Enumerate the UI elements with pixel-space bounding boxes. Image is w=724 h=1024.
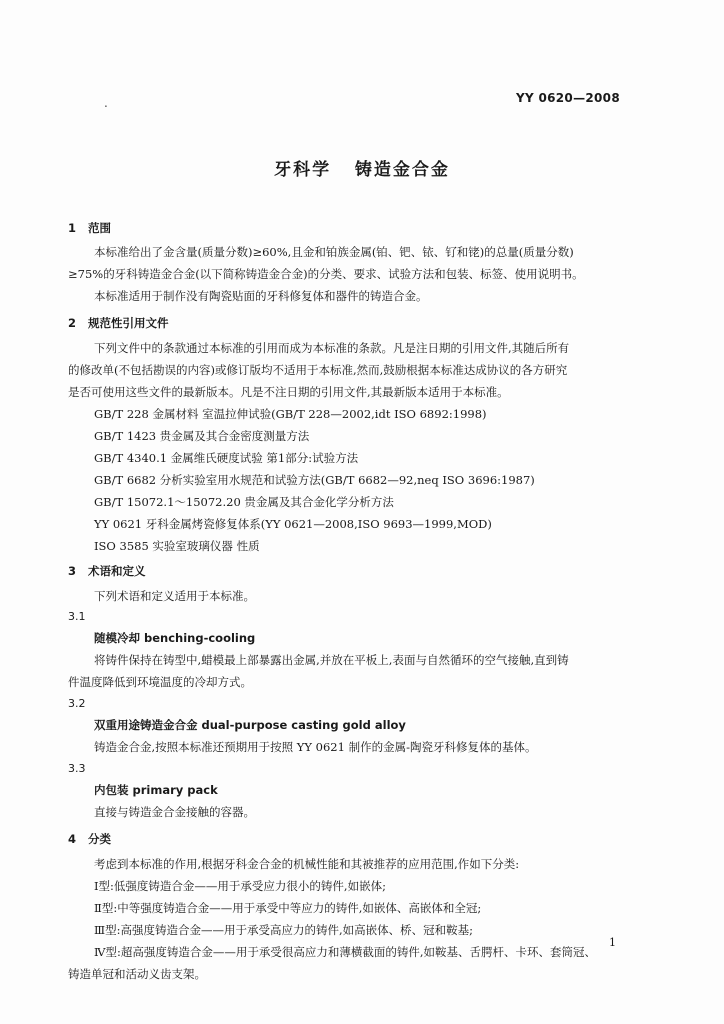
classification-item-continuation: 铸造单冠和活动义齿支架。 xyxy=(68,967,206,981)
section-2-heading xyxy=(68,315,169,331)
classification-item: Ⅲ型:高强度铸造合金——用于承受高应力的铸件,如高嵌体、桥、冠和鞍基; xyxy=(94,923,473,937)
section-2-paragraph-line-1: 下列文件中的条款通过本标准的引用而成为本标准的条款。凡是注日期的引用文件,其随后所有 xyxy=(94,341,570,355)
term-number: 3.2 xyxy=(68,697,86,710)
section-3-number: 3 xyxy=(68,564,77,578)
section-2-title: 规范性引用文件 xyxy=(88,316,169,330)
term-definition-line-2: 件温度降低到环境温度的冷却方式。 xyxy=(68,675,252,689)
reference-item: GB/T 4340.1 金属维氏硬度试验 第1部分:试验方法 xyxy=(94,451,359,465)
section-3-intro: 下列术语和定义适用于本标准。 xyxy=(94,589,255,603)
section-1-paragraph-1-line-1: 本标准给出了金含量(质量分数)≥60%,且金和铂族金属(铂、钯、铱、钌和铑)的总量(质量分数) xyxy=(94,245,574,259)
term-number: 3.1 xyxy=(68,610,86,623)
reference-item: GB/T 1423 贵金属及其合金密度测量方法 xyxy=(94,429,310,443)
section-2-paragraph-line-3: 是否可使用这些文件的最新版本。凡是不注日期的引用文件,其最新版本适用于本标准。 xyxy=(68,385,509,399)
classification-item: Ⅰ型:低强度铸造合金——用于承受应力很小的铸件,如嵌体; xyxy=(94,879,386,893)
section-3-title: 术语和定义 xyxy=(88,564,146,578)
classification-item: Ⅳ型:超高强度铸造合金——用于承受很高应力和薄横截面的铸件,如鞍基、舌腭杆、卡环、套筒冠、 xyxy=(94,945,597,959)
section-4-title: 分类 xyxy=(88,832,111,846)
term-number: 3.3 xyxy=(68,762,86,775)
section-4-intro: 考虑到本标准的作用,根据牙科金合金的机械性能和其被推荐的应用范围,作如下分类: xyxy=(94,857,520,871)
reference-item: ISO 3585 实验室玻璃仪器 性质 xyxy=(94,539,260,553)
reference-item: GB/T 228 金属材料 室温拉伸试验(GB/T 228—2002,idt ISO 6892:1998) xyxy=(94,407,487,421)
section-1-title: 范围 xyxy=(88,221,111,235)
section-4-heading xyxy=(68,831,111,847)
document-number: YY 0620—2008 xyxy=(516,91,620,105)
document-title: 牙科学 铸造金合金 xyxy=(274,160,450,180)
reference-item: YY 0621 牙科金属烤瓷修复体系(YY 0621—2008,ISO 9693—1999,MOD) xyxy=(94,517,492,531)
section-4-number: 4 xyxy=(68,832,77,846)
reference-item: GB/T 15072.1～15072.20 贵金属及其合金化学分析方法 xyxy=(94,495,394,509)
header-mark: . xyxy=(104,96,108,110)
term-definition: 直接与铸造金合金接触的容器。 xyxy=(94,805,255,819)
reference-item: GB/T 6682 分析实验室用水规范和试验方法(GB/T 6682—92,neq ISO 3696:1987) xyxy=(94,473,535,487)
term-title: 内包装 primary pack xyxy=(94,783,218,797)
section-1-heading xyxy=(68,220,111,236)
section-3-heading xyxy=(68,563,146,579)
term-title: 双重用途铸造金合金 dual-purpose casting gold alloy xyxy=(94,718,406,732)
page-number: 1 xyxy=(609,936,616,949)
term-title: 随模冷却 benching-cooling xyxy=(94,631,256,645)
section-1-paragraph-1-line-2: ≥75%的牙科铸造金合金(以下简称铸造金合金)的分类、要求、试验方法和包装、标签、使用说明书。 xyxy=(68,267,584,281)
section-2-number: 2 xyxy=(68,316,77,330)
term-definition: 铸造金合金,按照本标准还预期用于按照 YY 0621 制作的金属-陶瓷牙科修复体的基体。 xyxy=(94,740,537,754)
section-2-paragraph-line-2: 的修改单(不包括勘误的内容)或修订版均不适用于本标准,然而,鼓励根据本标准达成协议的各方研究 xyxy=(68,363,568,377)
classification-item: Ⅱ型:中等强度铸造合金——用于承受中等应力的铸件,如嵌体、高嵌体和全冠; xyxy=(94,901,482,915)
term-definition-line-1: 将铸件保持在铸型中,蜡模最上部暴露出金属,并放在平板上,表面与自然循环的空气接触,直到铸 xyxy=(94,653,569,667)
section-1-paragraph-2: 本标准适用于制作没有陶瓷贴面的牙科修复体和器件的铸造合金。 xyxy=(94,289,428,303)
section-1-number: 1 xyxy=(68,221,77,235)
